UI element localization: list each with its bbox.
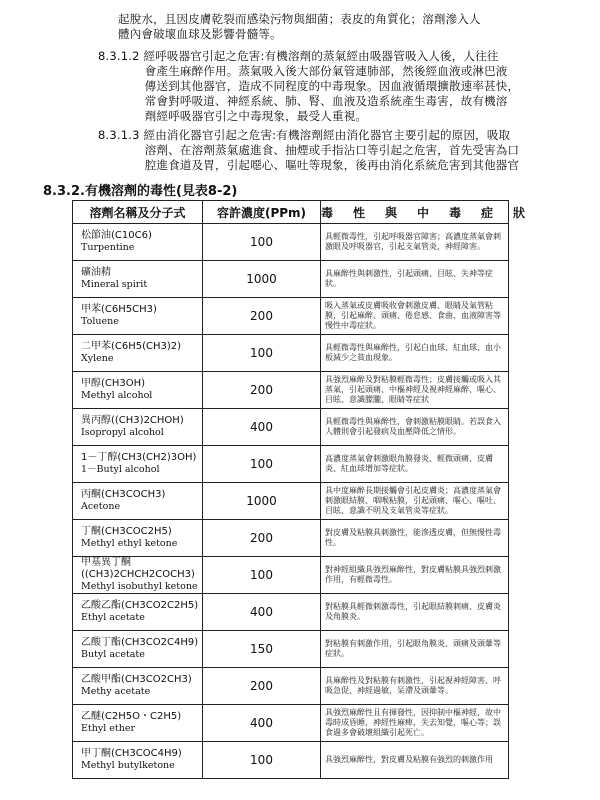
solvent-name-cell — [73, 705, 203, 742]
toxicity-description: 具麻醉性與刺激性，引起頭痛、目眩、失神等症狀。 — [321, 261, 509, 298]
toxicity-description: 具強烈麻醉及對粘膜輕微毒性；皮膚接觸或吸入其蒸氣，引起頭痛、中樞神經及視神經麻醉、嘔心、目眩、意識朦朧、眼睛等症狀 — [321, 372, 509, 409]
solvent-name-cell — [73, 409, 203, 446]
text-line: 8.3.1.2 經呼吸器官引起之危害:有機溶劑的蒸氣經由吸器管吸入人後，人往往 — [98, 49, 499, 63]
solvent-name: 松節油(C10C6) — [81, 230, 152, 241]
text-line: 體內會破壞血球及影響骨髓等。 — [118, 27, 282, 41]
solvent-english-name: Methyl ethyl ketone — [81, 538, 178, 549]
text-line: 起脫水，且因皮膚乾裂而感染污物與細菌；表皮的角質化；溶劑滲入人 — [118, 12, 481, 26]
solvent-english-name: Toluene — [81, 316, 119, 327]
solvent-english-name: Ethyl acetate — [81, 612, 145, 623]
permissible-concentration: 200 — [203, 520, 321, 557]
solvent-name: 乙酸乙酯(CH3CO2C2H5) — [81, 600, 199, 611]
permissible-concentration: 150 — [203, 631, 321, 668]
solvent-english-name: Methyl alcohol — [81, 390, 153, 401]
text-line: 劑經呼吸器官引之中毒現象，最受人重視。 — [98, 109, 368, 123]
toxicity-description: 對粘膜有刺激作用，引起眼角膜炎、頭痛及頭暈等症狀。 — [321, 631, 509, 668]
solvent-english-name: Methyl butylketone — [81, 760, 175, 771]
text-line: 傳送到其他器官，造成不同程度的中毒現象。因血液循環擴散速率甚快， — [98, 79, 520, 93]
header-permissible-concentration: 容許濃度(PPm) — [203, 201, 321, 224]
table-row — [73, 557, 509, 594]
table-row — [73, 668, 509, 705]
solvent-name-cell — [73, 668, 203, 705]
toxicity-description: 具輕微毒性與麻醉性，引起白血球、紅血球、血小板減少之貧血現象。 — [321, 335, 509, 372]
section-title: 8.3.2.有機溶劑的毒性(見表8-2) — [43, 184, 238, 199]
header-solvent-name: 溶劑名稱及分子式 — [73, 201, 203, 224]
permissible-concentration: 1000 — [203, 261, 321, 298]
toxicity-description: 具強烈麻醉性且有揮發性，因抑制中樞神經，故中毒時成昏睡，神經性麻痺，失去知覺，嘔心等；誤食過多會破壞組織引起死亡。 — [321, 705, 509, 742]
toxicity-description: 具輕微毒性與麻醉性，會刺激粘膜眼睛。若誤食入人體則會引起發病及血壓降低之情形。 — [321, 409, 509, 446]
solvent-english-name: Butyl acetate — [81, 649, 145, 660]
toxicity-description: 具輕微毒性，引起呼吸器官障害；高濃度蒸氣會刺激眼及呼吸器官，引起支氣管炎，神經障害。 — [321, 224, 509, 261]
section-8-3-1-3 — [98, 128, 519, 173]
text-line: 8.3.1.3 經由消化器官引起之危害:有機溶劑經由消化器官主要引起的原因，吸取 — [98, 128, 511, 142]
toxicity-description: 對粘膜具輕微刺激毒性，引起眼結膜刺痛、皮膚炎及角膜炎。 — [321, 594, 509, 631]
toxicity-description: 吸入蒸氣或皮膚吸收會刺激皮膚、眼睛及氣管粘膜，引起麻醉、頭痛、倦怠感、食曲、血液障害等慢性中毒症狀。 — [321, 298, 509, 335]
solvent-english-name: Ethyl ether — [81, 723, 136, 734]
permissible-concentration: 100 — [203, 446, 321, 483]
permissible-concentration: 100 — [203, 557, 321, 594]
solvent-name: 二甲苯(C6H5(CH3)2) — [81, 341, 182, 352]
solvent-name: 礦油精 — [81, 267, 111, 278]
solvent-name: 丙酮(CH3COCH3) — [81, 489, 166, 500]
solvent-name: 甲基異丁酮 — [81, 557, 131, 568]
header-toxicity-symptoms: 毒 性 與 中 毒 症 狀 — [321, 201, 509, 224]
solvent-name: 甲苯(C6H5CH3) — [81, 304, 157, 315]
table-row — [73, 224, 509, 261]
table-row — [73, 742, 509, 779]
solvent-name-cell — [73, 372, 203, 409]
solvent-name: 1－丁醇(CH3(CH2)3OH) — [81, 452, 197, 463]
solvent-english-name: Turpentine — [81, 242, 135, 253]
solvent-toxicity-table — [72, 200, 530, 779]
solvent-name-cell — [73, 446, 203, 483]
text-line: 會產生麻醉作用。蒸氣吸入後大部份氣管連肺部，然後經血液或淋巴液 — [98, 64, 508, 78]
table-row — [73, 631, 509, 668]
table-row — [73, 409, 509, 446]
toxicity-description: 對皮膚及粘膜具刺激性，能滲透皮膚，但無慢性毒性。 — [321, 520, 509, 557]
permissible-concentration: 200 — [203, 668, 321, 705]
table-row — [73, 705, 509, 742]
toxicity-description: 對神經組織具強烈麻醉性，對皮膚粘膜具強烈刺激作用，有輕微毒性。 — [321, 557, 509, 594]
solvent-name: 乙酸甲酯(CH3CO2CH3) — [81, 674, 192, 685]
section-8-3-1-2 — [98, 49, 519, 124]
solvent-name: 甲丁酮(CH3COC4H9) — [81, 748, 182, 759]
solvent-name-cell — [73, 631, 203, 668]
permissible-concentration: 100 — [203, 224, 321, 261]
solvent-english-name: Mineral spirit — [81, 279, 148, 290]
table-row — [73, 483, 509, 520]
toxicity-description: 具中度麻醉長期接觸會引起皮膚炎；高濃度蒸氣會刺激眼結膜、咽喉粘膜，引起頭痛、嘔心、嘔吐、目眩、意識不明及支氣管炎等症狀。 — [321, 483, 509, 520]
solvent-name-cell — [73, 557, 203, 594]
solvent-english-name: 1－Butyl alcohol — [81, 464, 160, 475]
solvent-name-cell — [73, 224, 203, 261]
table-row — [73, 261, 509, 298]
text-line: 腔進食道及胃，引起噁心、嘔吐等現象，後再由消化系統危害到其他器官 — [98, 158, 520, 172]
permissible-concentration: 1000 — [203, 483, 321, 520]
solvent-english-name: Xylene — [81, 353, 114, 364]
solvent-name: 異丙醇((CH3)2CHOH) — [81, 415, 184, 426]
permissible-concentration: 100 — [203, 742, 321, 779]
table-row — [73, 298, 509, 335]
solvent-name: 乙酸丁酯(CH3CO2C4H9) — [81, 637, 199, 648]
permissible-concentration: 200 — [203, 298, 321, 335]
toxicity-description: 具麻醉性及對粘膜有刺激性，引起視神經障害、呼吸急促、神經過敏，呆滯及頭暈等。 — [321, 668, 509, 705]
toxicity-description: 高濃度蒸氣會刺激眼角膜發炎、輕微頭痛、皮膚炎、紅血球增加等症狀。 — [321, 446, 509, 483]
solvent-name-cell — [73, 261, 203, 298]
solvent-name-cell — [73, 335, 203, 372]
table-header-row — [73, 201, 509, 224]
permissible-concentration: 100 — [203, 335, 321, 372]
permissible-concentration: 400 — [203, 409, 321, 446]
text-line: 溶劑、在溶劑蒸氣處進食、抽煙或手指沾口等引起之危害，首先受害為口 — [98, 143, 520, 157]
text-line: 常會對呼吸道、神經系統、肺、腎、血液及造系統產生毒害，故有機溶 — [98, 94, 508, 108]
permissible-concentration: 400 — [203, 705, 321, 742]
solvent-name-cell — [73, 520, 203, 557]
solvent-name: 丁酮(CH3COC2H5) — [81, 526, 172, 537]
table-row — [73, 335, 509, 372]
solvent-name-cell — [73, 298, 203, 335]
intro-paragraph — [118, 12, 481, 42]
table-row — [73, 520, 509, 557]
solvent-english-name: Methyl isobuthyl ketone — [81, 581, 198, 592]
table-row — [73, 594, 509, 631]
table-row — [73, 372, 509, 409]
permissible-concentration: 400 — [203, 594, 321, 631]
solvent-name-cell — [73, 594, 203, 631]
solvent-name-cell — [73, 483, 203, 520]
solvent-english-name: Isopropyl alcohol — [81, 427, 164, 438]
solvent-name: 甲醇(CH3OH) — [81, 378, 146, 389]
permissible-concentration: 200 — [203, 372, 321, 409]
toxicity-description: 具強烈麻醉性，對皮膚及粘膜有強烈的刺激作用 — [321, 742, 509, 779]
solvent-name: 乙醚(C2H5O・C2H5) — [81, 711, 182, 722]
solvent-formula: ((CH3)2CHCH2COCH3) — [81, 569, 195, 580]
table-row — [73, 446, 509, 483]
solvent-english-name: Acetone — [81, 501, 121, 512]
solvent-name-cell — [73, 742, 203, 779]
solvent-english-name: Methy acetate — [81, 686, 151, 697]
